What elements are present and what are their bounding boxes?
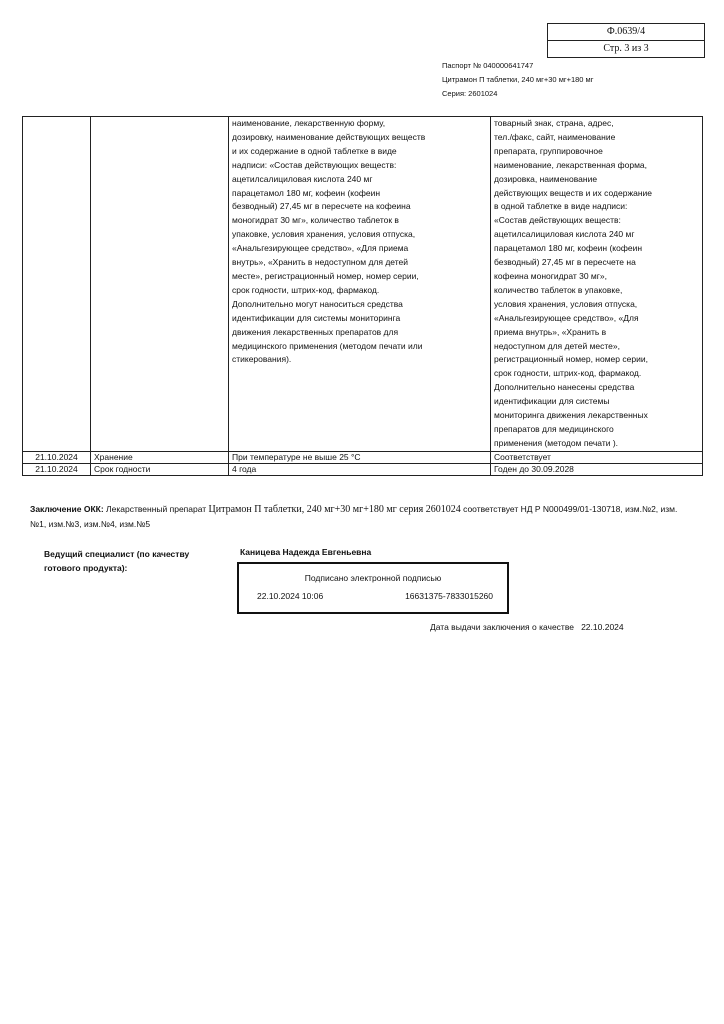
series-number: Серия: 2601024 [442,89,498,98]
conclusion-label: Заключение ОКК: [30,504,104,514]
table-row [23,463,703,475]
specialist-role: Ведущий специалист (по качеству готового продукта): [44,549,190,573]
conclusion-text-1: Лекарственный препарат [103,504,209,514]
requirement-cell: наименование, лекарственную форму, дозировку, наименование действующих веществ и их содержание в одной таблетке в виде надписи: «Состав действующих веществ: ацетилсалициловая кислота 240 мг парацетамол 180 мг, кофеин (кофеин безводный) 27,45 мг в пересчете на кофеина моногидрат 30 мг», количество таблеток в упаковке, условия хранения, условия отпуска, «Анальгезирующее средство», «Для приема внутрь», «Хранить в недоступном для детей месте», регистрационный номер, номер серии, срок годности, штрих-код, фармакод. Дополнительно могут наноситься средства идентификации для системы мониторинга движения лекарственных препаратов для медицинского применения (методом печати или стикерования). [229,117,491,452]
result-cell: Годен до 30.09.2028 [491,463,703,475]
specialist-name: Каницева Надежда Евгеньевна [240,547,372,557]
param-cell: Срок годности [91,463,229,475]
form-number-box [547,23,705,58]
issue-date-line [430,622,624,632]
document-header [442,59,593,101]
result-cell: Соответствует [491,451,703,463]
signature-certificate: 16631375-7833015260 [405,591,493,601]
requirement-cell: При температуре не выше 25 °С [229,451,491,463]
issue-date: 22.10.2024 [581,622,624,632]
test-results-table [22,116,703,476]
param-cell: Хранение [91,451,229,463]
qc-conclusion [30,502,690,532]
product-name: Цитрамон П таблетки, 240 мг+30 мг+180 мг [442,75,594,84]
signature-title: Подписано электронной подписью [304,573,442,583]
param-cell [91,117,229,452]
table-row [23,451,703,463]
requirement-cell: 4 года [229,463,491,475]
result-cell: товарный знак, страна, адрес, тел./факс, сайт, наименование препарата, группировочное наименование, лекарственная форма, дозировка, наименование действующих веществ и их содержание в одной таблетке в виде надписи: «Состав действующих веществ: ацетилсалициловая кислота 240 мг парацетамол 180 мг, кофеин (кофеин безводный) 27,45 мг в пересчете на кофеина моногидрат 30 мг», количество таблеток в упаковке, условия хранения, условия отпуска, «Анальгезирующее средство», «Для приема внутрь», «Хранить в недоступном для детей месте», регистрационный номер, номер серии, срок годности, штрих-код, фармакод. Дополнительно нанесены средства идентификации для системы мониторинга движения лекарственных препаратов для медицинского применения (методом печати ). [491,117,703,452]
date-cell: 21.10.2024 [23,451,91,463]
issue-label: Дата выдачи заключения о качестве [430,622,574,632]
date-cell [23,117,91,452]
form-code: Ф.0639/4 [548,24,704,41]
electronic-signature-stamp [237,562,509,614]
conclusion-product: Цитрамон П таблетки, 240 мг+30 мг+180 мг серия 2601024 [208,504,461,515]
date-cell: 21.10.2024 [23,463,91,475]
passport-number: Паспорт № 040000641747 [442,61,534,70]
signature-datetime: 22.10.2024 10:06 [257,591,324,601]
conclusion-text-2: соответствует НД Р N000499/01-130718, изм.№2, изм.№1, изм.№3, изм.№4, изм.№5 [30,504,678,529]
page-indicator: Стр. 3 из 3 [603,43,649,54]
table-row [23,117,703,452]
